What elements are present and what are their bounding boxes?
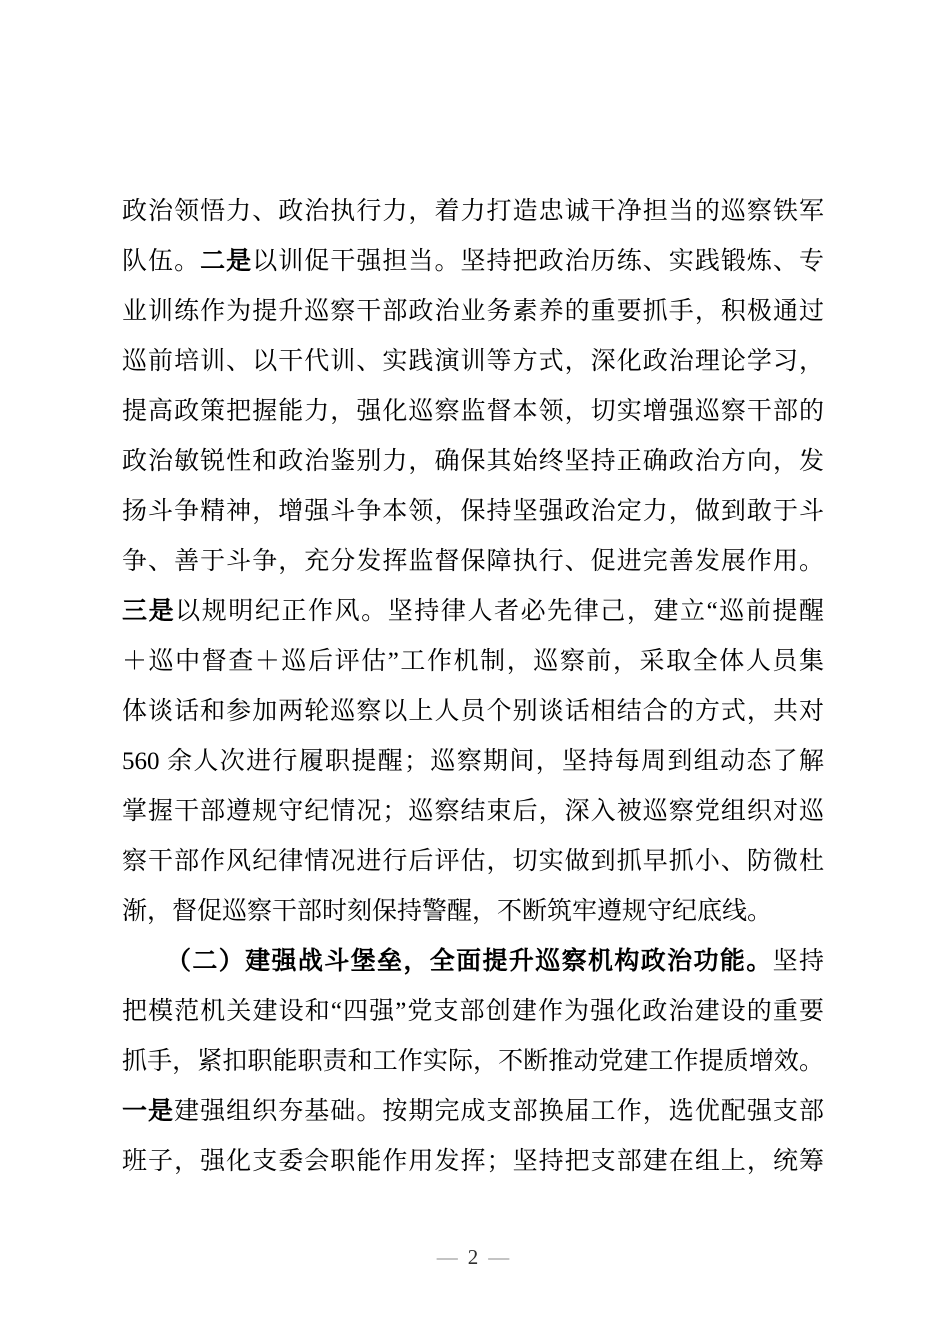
text-line	[122, 637, 824, 687]
text-run: 扬斗争精神，增强斗争本领，保持坚强政治定力，做到敢于斗	[122, 498, 824, 525]
footer-dash-left: —	[436, 1245, 458, 1269]
section-heading: （二）建强战斗堡垒，全面提升巡察机构政治功能。	[166, 948, 773, 975]
footer-dash-right: —	[488, 1245, 510, 1269]
text-line	[122, 1037, 824, 1087]
text-run: 抓手，紧扣职能职责和工作实际，不断推动党建工作提质增效。	[122, 1048, 824, 1075]
text-line	[122, 237, 824, 287]
text-run: 体谈话和参加两轮巡察以上人员个别谈话相结合的方式，共对	[122, 698, 824, 725]
text-run: 政治敏锐性和政治鉴别力，确保其始终坚持正确政治方向，发	[122, 448, 824, 475]
text-line	[122, 837, 824, 887]
text-run-bold: 一是	[122, 1098, 175, 1125]
text-line	[122, 987, 824, 1037]
paragraph-section-two	[122, 937, 824, 1187]
text-line	[122, 537, 824, 587]
text-run: 业训练作为提升巡察干部政治业务素养的重要抓手，积极通过	[122, 298, 824, 325]
text-run: 巡前培训、以干代训、实践演训等方式，深化政治理论学习，	[122, 348, 824, 375]
text-run: 坚持	[772, 948, 824, 975]
page-number-footer	[122, 1240, 824, 1274]
page-number: 2	[467, 1245, 479, 1269]
text-line	[122, 387, 824, 437]
text-run: 以规明纪正作风。坚持律人者必先律己，建立“巡前提醒	[175, 598, 824, 625]
text-line	[122, 887, 824, 937]
text-run-bold: 三是	[122, 598, 176, 625]
text-run: 察干部作风纪律情况进行后评估，切实做到抓早抓小、防微杜	[122, 848, 824, 875]
text-run: 把模范机关建设和“四强”党支部创建作为强化政治建设的重要	[122, 998, 824, 1025]
text-run: ＋巡中督查＋巡后评估”工作机制，巡察前，采取全体人员集	[122, 648, 824, 675]
text-line	[122, 1137, 824, 1187]
paragraph-continuation	[122, 187, 824, 937]
text-line	[122, 1087, 824, 1137]
text-run: 建强组织夯基础。按期完成支部换届工作，选优配强支部	[174, 1098, 824, 1125]
text-run: 争、善于斗争，充分发挥监督保障执行、促进完善发展作用。	[122, 548, 824, 575]
text-run: 提高政策把握能力，强化巡察监督本领，切实增强巡察干部的	[122, 398, 824, 425]
text-run: 560 余人次进行履职提醒；巡察期间，坚持每周到组动态了解	[122, 748, 824, 775]
text-line	[122, 587, 824, 637]
text-line	[122, 687, 824, 737]
document-body	[122, 187, 824, 1187]
text-run: 以训促干强担当。坚持把政治历练、实践锻炼、专	[252, 248, 824, 275]
text-line	[122, 787, 824, 837]
text-run: 政治领悟力、政治执行力，着力打造忠诚干净担当的巡察铁军	[122, 198, 824, 225]
text-line	[122, 187, 824, 237]
text-line	[122, 337, 824, 387]
text-line	[122, 287, 824, 337]
text-run: 掌握干部遵规守纪情况；巡察结束后，深入被巡察党组织对巡	[122, 798, 824, 825]
text-line	[122, 437, 824, 487]
text-line	[122, 737, 824, 787]
text-line	[122, 487, 824, 537]
text-run-bold: 二是	[200, 248, 253, 275]
text-run: 班子，强化支委会职能作用发挥；坚持把支部建在组上，统筹	[122, 1148, 824, 1175]
text-run: 队伍。	[122, 248, 201, 275]
text-run: 渐，督促巡察干部时刻保持警醒，不断筑牢遵规守纪底线。	[122, 898, 773, 925]
section-heading-line	[122, 937, 824, 987]
